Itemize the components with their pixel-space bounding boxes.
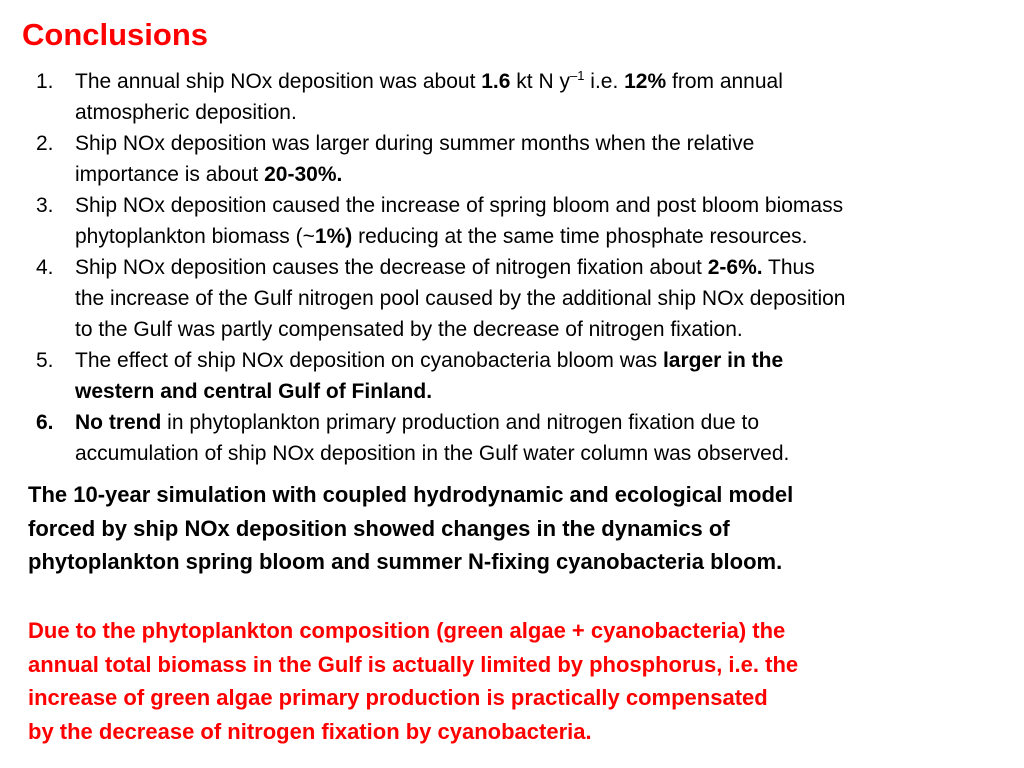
text-segment: phytoplankton biomass (~ — [75, 225, 315, 248]
list-item-line — [75, 221, 1024, 252]
list-item-line — [75, 283, 1024, 314]
bold-text: 2-6%. — [707, 256, 763, 279]
paragraph-line: increase of green algae primary production is practically compensated — [28, 685, 768, 710]
text-segment: accumulation of ship NOx deposition in the Gulf water column was observed. — [75, 442, 790, 465]
text-segment: i.e. — [584, 70, 625, 93]
list-item-line — [75, 128, 1024, 159]
text-segment: from annual — [666, 70, 783, 93]
text-segment: the increase of the Gulf nitrogen pool caused by the additional ship NOx deposition — [75, 287, 846, 310]
paragraph-line: by the decrease of nitrogen fixation by cyanobacteria. — [28, 718, 592, 744]
conclusions-list — [0, 66, 1024, 469]
list-item-line — [75, 376, 1024, 407]
text-segment: to the Gulf was partly compensated by the decrease of nitrogen fixation. — [75, 318, 743, 341]
paragraph-line: forced by ship NOx deposition showed changes in the dynamics of — [28, 515, 730, 541]
list-item — [0, 407, 1024, 469]
list-item-line — [75, 97, 1024, 128]
list-item — [0, 66, 1024, 128]
text-segment: Ship NOx deposition causes the decrease of nitrogen fixation about — [75, 256, 708, 279]
list-item-line — [75, 314, 1024, 345]
text-segment: The annual ship NOx deposition was about — [75, 70, 482, 93]
list-item-number: 4. — [36, 256, 54, 279]
paragraph-line: The 10-year simulation with coupled hydrodynamic and ecological model — [28, 482, 794, 507]
text-segment: The effect of ship NOx deposition on cyanobacteria bloom was — [75, 349, 663, 372]
text-segment: Thus — [762, 256, 815, 279]
bold-text: 12% — [624, 70, 667, 93]
bold-text: larger in the — [662, 349, 784, 372]
list-item-number: 6. — [36, 411, 54, 434]
bold-text: 1.6 — [481, 70, 511, 93]
text-segment: in phytoplankton primary production and nitrogen fixation due to — [161, 411, 760, 434]
list-item — [0, 128, 1024, 190]
list-item-line — [75, 190, 1024, 221]
list-item-line — [75, 252, 1024, 283]
paragraph-line: annual total biomass in the Gulf is actually limited by phosphorus, i.e. the — [28, 651, 799, 677]
list-item-number: 5. — [36, 349, 54, 372]
list-item-number: 1. — [36, 70, 54, 93]
list-item-line — [75, 345, 1024, 376]
text-segment: Ship NOx deposition caused the increase of spring bloom and post bloom biomass — [75, 194, 844, 217]
paragraph-line: phytoplankton spring bloom and summer N-fixing cyanobacteria bloom. — [28, 549, 783, 574]
bold-text: 1%) — [314, 225, 353, 248]
bold-text: No trend — [75, 411, 162, 434]
list-item-line — [75, 159, 1024, 190]
slide-title: Conclusions — [22, 17, 209, 52]
text-segment: reducing at the same time phosphate resources. — [352, 225, 808, 248]
list-item — [0, 190, 1024, 252]
bold-text: 20-30%. — [264, 163, 343, 186]
text-segment: atmospheric deposition. — [75, 101, 297, 124]
bold-text: western and central Gulf of Finland. — [75, 380, 433, 403]
summary-paragraph — [28, 478, 793, 579]
highlight-paragraph — [28, 614, 798, 748]
list-item — [0, 252, 1024, 345]
list-item — [0, 345, 1024, 407]
list-item-number: 2. — [36, 132, 54, 155]
list-item-line — [75, 66, 1024, 97]
list-item-line — [75, 438, 1024, 469]
list-item-number: 3. — [36, 194, 54, 217]
text-segment: kt N y — [510, 70, 570, 93]
text-segment: Ship NOx deposition was larger during summer months when the relative — [75, 132, 755, 155]
paragraph-line: Due to the phytoplankton composition (green algae + cyanobacteria) the — [28, 618, 786, 643]
text-segment: importance is about — [75, 163, 265, 186]
superscript-text: –1 — [569, 68, 585, 83]
list-item-line — [75, 407, 1024, 438]
